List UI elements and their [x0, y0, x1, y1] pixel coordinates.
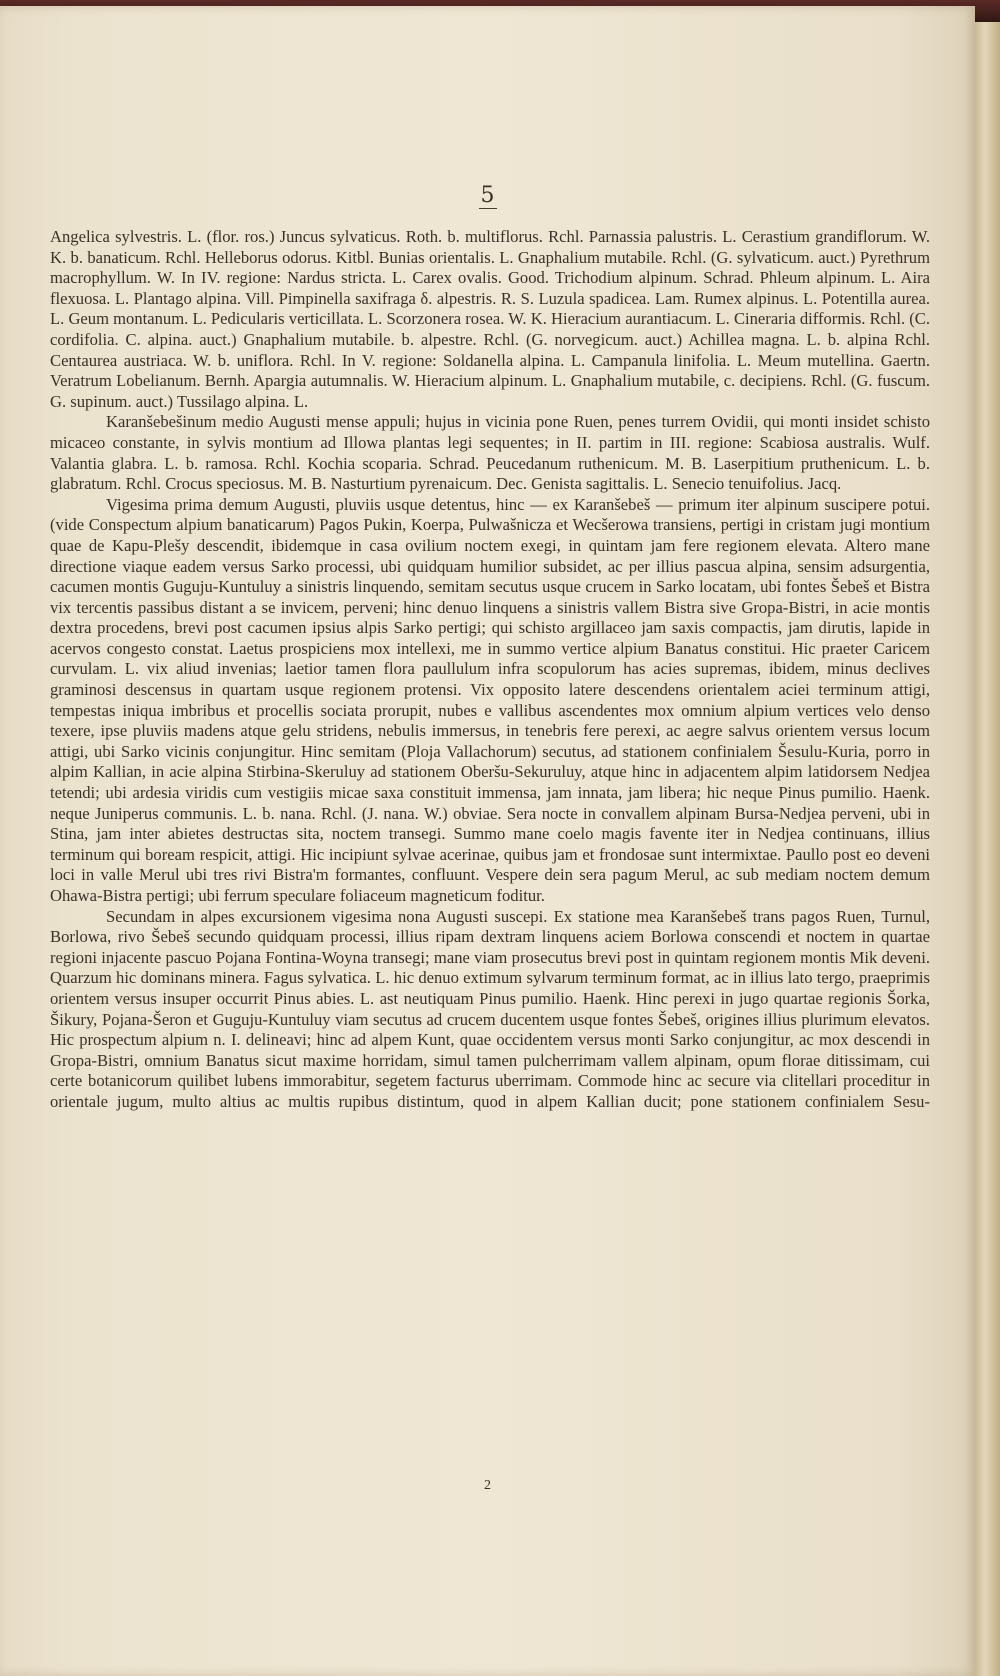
- paragraph-karansebes: Karanšebešinum medio Augusti mense appuli; hujus in vicinia pone Ruen, penes turrem Ovidii, qui monti insidet schisto micaceo constante, in sylvis montium ad Illowa plantas legi sequentes; in II. partim in III. regione: Scabiosa australis. Wulf. Valantia glabra. L. b. ramosa. Rchl. Kochia scoparia. Schrad. Peucedanum ruthenicum. M. B. Laserpitium pruthenicum. L. b. glabratum. Rchl. Crocus speciosus. M. B. Nasturtium pyrenaicum. Dec. Genista sagittalis. L. Senecio tenuifolius. Jacq.: [50, 412, 930, 494]
- page-number-label: 5: [480, 183, 495, 208]
- paragraph-plant-list: Angelica sylvestris. L. (flor. ros.) Juncus sylvaticus. Roth. b. multiflorus. Rchl. Parnassia palustris. L. Cerastium grandiflorum. W. K. b. banaticum. Rchl. Helleborus odorus. Kitbl. Bunias orientalis. L. Gnaphalium mutabile. Rchl. (G. sylvaticum. auct.) Pyrethrum macrophyllum. W. In IV. regione: Nardus stricta. L. Carex ovalis. Good. Trichodium alpinum. Schrad. Phleum alpinum. L. Aira flexuosa. L. Plantago alpina. Vill. Pimpinella saxifraga δ. alpestris. R. S. Luzula spadicea. Lam. Rumex alpinus. L. Potentilla aurea. L. Geum montanum. L. Pedicularis verticillata. L. Scorzonera rosea. W. K. Hieracium aurantiacum. L. Cineraria difformis. Rchl. (C. cordifolia. C. alpina. auct.) Gnaphalium mutabile. b. alpestre. Rchl. (G. norvegicum. auct.) Achillea magna. L. b. alpina Rchl. Centaurea austriaca. W. b. uniflora. Rchl. In V. regione: Soldanella alpina. L. Campanula linifolia. L. Meum mutellina. Gaertn. Veratrum Lobelianum. Bernh. Apargia autumnalis. W. Hieracium alpinum. L. Gnaphalium mutabile, c. decipiens. Rchl. (G. fuscum. G. supinum. auct.) Tussilago alpina. L.: [50, 227, 930, 411]
- paragraph-second-journey: Secundam in alpes excursionem vigesima nona Augusti suscepi. Ex statione mea Karanšebeš trans pagos Ruen, Turnul, Borlowa, rivo Šebeš secundo quidquam processi, illius ripam dextram linquens aciem Borlowa conscendi et noctem in quartae regioni injacente pascuo Pojana Fontina-Woyna transegi; mane viam prosecutus brevi post in quintam regionem montis Mik deveni. Quarzum hic dominans minera. Fagus sylvatica. L. hic denuo extimum sylvarum terminum format, ac in illius lato tergo, praeprimis orientem versus insuper occurrit Pinus abies. L. ast neutiquam Pinus pumilio. Haenk. Hinc perexi in jugo quartae regionis Šorka, Šikury, Pojana-Šeron et Guguju-Kuntuluy viam secutus ad crucem ducentem usque fontes Šebeš, origines illius plurimum elevatos. Hic prospectum alpium n. I. delineavi; hinc ad alpem Kunt, quae occidentem versus monti Sarko conjungitur, ac mox descendi in Gropa-Bistri, omnium Banatus sicut maxime horridam, simul tamen pulcherrimam vallem alpinam, opum florae ditissimam, cui certe botanicorum quilibet lubens immorabitur, segetem facturus uberrimam. Commode hinc ac secure via clitellari proceditur in orientale jugum, multo altius ac multis rupibus distintum, quod in alpem Kallian ducit; pone stationem confinialem Sesu-: [50, 906, 930, 1111]
- paragraph-first-journey: Vigesima prima demum Augusti, pluviis usque detentus, hinc — ex Karanšebeš — primum iter alpinum suscipere potui. (vide Conspectum alpium banaticarum) Pagos Pukin, Koerpa, Pulwašnicza et Wecšerowa transiens, pertigi in cristam jugi montium quae de Kapu-Plešy descendit, ibidemque in casa ovilium noctem exegi, in quintam jam fere regionem elevata. Altero mane directione viaque eadem versus Sarko processi, ubi quidquam humilior subsidet, ac per illius pascua alpina, sensim adsurgentia, cacumen montis Guguju-Kuntuluy a sinistris linquendo, semitam secutus usque crucem in Sarko locatam, ubi fontes Šebeš et Bistra vix tercentis passibus distant a se invicem, perveni; hinc denuo linquens a sinistris vallem Bistra sive Gropa-Bistri, in acie montis dextra procedens, brevi post cacumen ipsius alpis Sarko pertigi; qui schisto argillaceo jam saxis compactis, jam dirutis, lapide in acervos congesto constat. Laetus prospiciens mox intellexi, me in summo vertice alpium Banatus constitui. Hic praeter Caricem curvulam. L. vix aliud invenias; laetior tamen flora paullulum infra scopulorum has acies supremas, ibidem, minus declives graminosi descensus in quartam usque regionem protensi. Vix opposito latere descendens orientalem aciei terminum attigi, tempestas iniqua imbribus et procellis sociata prorupit, nubes e vallibus ascendentes mox omnium alpium vertices velo denso texere, ipse pluviis madens atque gelu stridens, nebulis immersus, in tenebris fere perexi, ac aegre salvus orientem versus locum attigi, ubi Sarko vicinis conjungitur. Hinc semitam (Ploja Vallachorum) secutus, ad stationem confinialem Šesulu-Kuria, porro in alpim Kallian, in acie alpina Stirbina-Skeruluy ad stationem Oberšu-Sekuruluy, atque hinc in adjacentem alpim latidorsem Nedjea tetendi; ubi ardesia viridis cum vestigiis micae saxa constituit immensa, jam innata, jam libera; hic neque Pinus pumilio. Haenk. neque Juniperus communis. L. b. nana. Rchl. (J. nana. W.) obviae. Sera nocte in convallem alpinam Bursa-Nedjea perveni, ubi in Stina, jam inter abietes destructas sita, noctem transegi. Summo mane coelo magis favente iter in Nedjea continuans, illius terminum qui boream respicit, attigi. Hic incipiunt sylvae acerinae, quibus jam et frondosae sunt intermixtae. Paullo post eo deveni loci in valle Merul ubi tres rivi Bistra'm formantes, confluunt. Vespere dein sera pagum Merul, ac sub mediam noctem demum Ohawa-Bistra pertigi; ubi ferrum speculare foliaceum magneticum foditur.: [50, 494, 930, 905]
- body-text: [50, 227, 930, 1113]
- page-number: [0, 183, 975, 209]
- page-edge: [975, 22, 1000, 1676]
- signature-mark: 2: [484, 1478, 491, 1493]
